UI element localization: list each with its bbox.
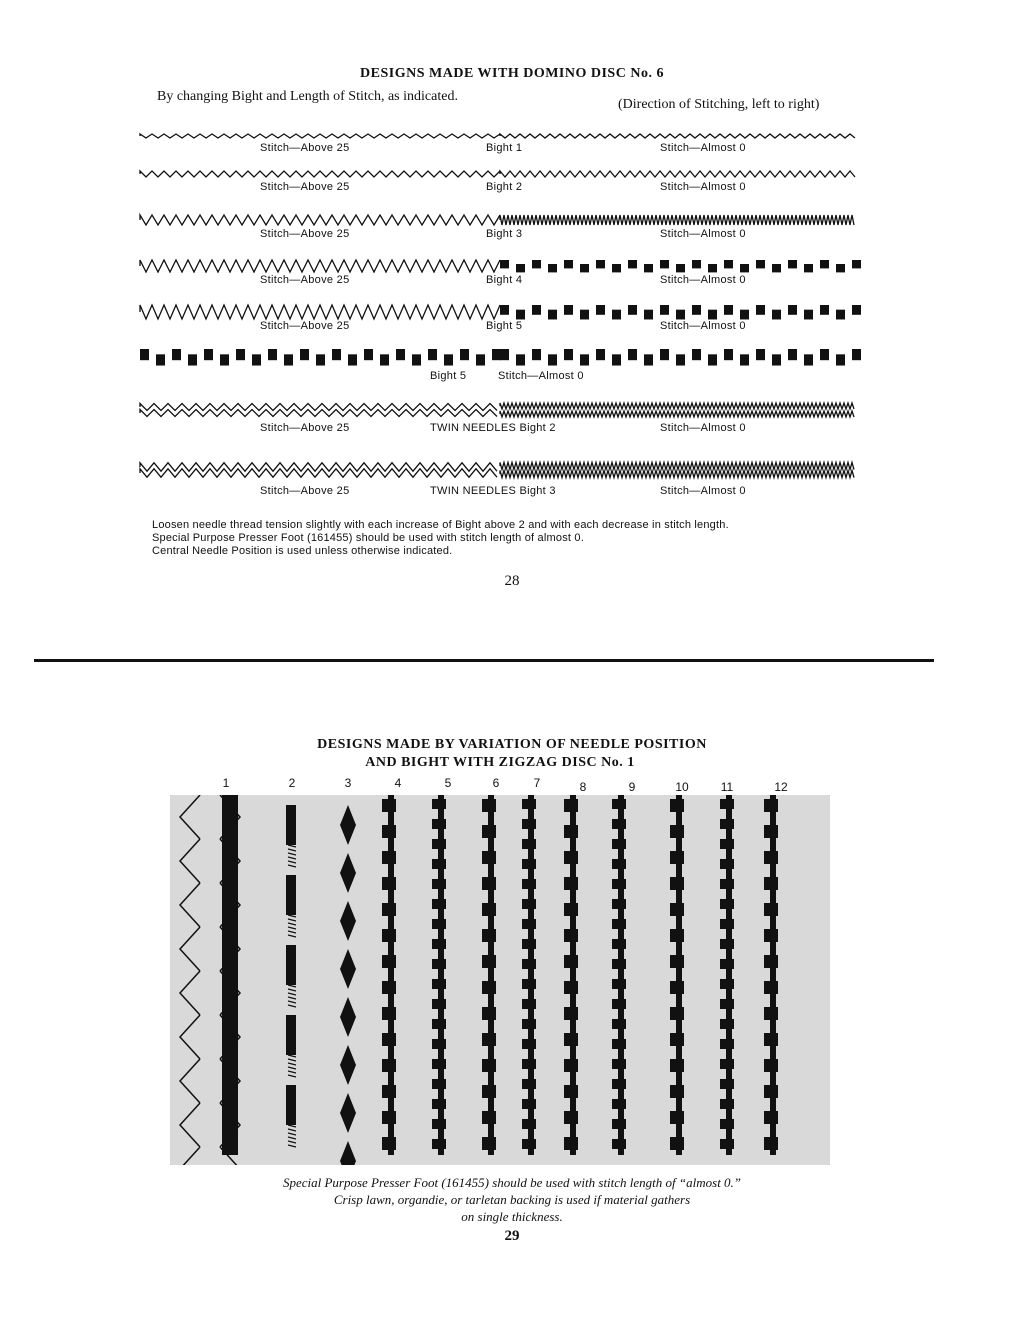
page-number-28: 28 (504, 573, 520, 589)
row-4-left-label: Stitch—Above 25 (260, 274, 350, 286)
page-divider (34, 659, 934, 662)
row-5-left-label: Stitch—Above 25 (260, 320, 350, 332)
row-4-right-label: Stitch—Almost 0 (660, 274, 746, 286)
bottom-title-line-2: AND BIGHT WITH ZIGZAG DISC No. 1 (365, 755, 635, 770)
top-subtitle-right: (Direction of Stitching, left to right) (618, 97, 820, 112)
design-number-7: 7 (533, 776, 541, 790)
design-number-9: 9 (628, 780, 636, 794)
row-5-right-label: Stitch—Almost 0 (660, 320, 746, 332)
design-number-4: 4 (394, 776, 402, 790)
stitch-row-8 (140, 450, 855, 490)
note-line-2: Special Purpose Presser Foot (161455) should be used with stitch length of almost 0. (152, 532, 584, 544)
row-3-right-label: Stitch—Almost 0 (660, 228, 746, 240)
row-7-left-label: Stitch—Above 25 (260, 422, 350, 434)
row-4-bight-label: Bight 4 (486, 274, 523, 286)
design-number-8: 8 (579, 780, 587, 794)
caption-line-3: on single thickness. (461, 1209, 563, 1224)
row-1-right-label: Stitch—Almost 0 (660, 142, 746, 154)
row-6-bight-label: Bight 5 (430, 370, 467, 382)
design-number-11: 11 (720, 780, 734, 794)
row-8-right-label: Stitch—Almost 0 (660, 485, 746, 497)
row-3-bight-label: Bight 3 (486, 228, 523, 240)
needle-position-swatch (170, 795, 830, 1165)
design-1-bar (222, 795, 238, 1155)
row-2-bight-label: Bight 2 (486, 181, 523, 193)
row-8-left-label: Stitch—Above 25 (260, 485, 350, 497)
row-7-right-label: Stitch—Almost 0 (660, 422, 746, 434)
row-1-left-label: Stitch—Above 25 (260, 142, 350, 154)
design-10-spine (676, 795, 682, 1155)
row-2-left-label: Stitch—Above 25 (260, 181, 350, 193)
row-1-bight-label: Bight 1 (486, 142, 523, 154)
note-line-3: Central Needle Position is used unless otherwise indicated. (152, 545, 453, 557)
design-12-spine (770, 795, 776, 1155)
design-8-spine (570, 795, 576, 1155)
design-number-1: 1 (222, 776, 230, 790)
note-line-1: Loosen needle thread tension slightly with each increase of Bight above 2 and with each decrease in stitch length. (152, 519, 729, 531)
top-subtitle-left: By changing Bight and Length of Stitch, as indicated. (157, 89, 458, 104)
caption-line-2: Crisp lawn, organdie, or tarletan backing is used if material gathers (333, 1192, 691, 1207)
top-page-title: DESIGNS MADE WITH DOMINO DISC No. 6 (360, 66, 664, 81)
row-5-bight-label: Bight 5 (486, 320, 523, 332)
row-7-bight-label: TWIN NEEDLES Bight 2 (430, 422, 556, 434)
design-number-10: 10 (675, 780, 689, 794)
design-number-5: 5 (444, 776, 452, 790)
row-6-right-label: Stitch—Almost 0 (498, 370, 584, 382)
caption-line-1: Special Purpose Presser Foot (161455) should be used with stitch length of “almost 0.” (282, 1175, 742, 1190)
page-number-29: 29 (504, 1228, 520, 1244)
design-4-spine (388, 795, 394, 1155)
design-6-spine (488, 795, 494, 1155)
design-number-6: 6 (492, 776, 500, 790)
design-number-3: 3 (344, 776, 352, 790)
row-2-right-label: Stitch—Almost 0 (660, 181, 746, 193)
row-8-bight-label: TWIN NEEDLES Bight 3 (430, 485, 556, 497)
design-number-2: 2 (288, 776, 296, 790)
design-number-12: 12 (774, 780, 788, 794)
bottom-title-line-1: DESIGNS MADE BY VARIATION OF NEEDLE POSITION (317, 737, 707, 752)
row-3-left-label: Stitch—Above 25 (260, 228, 350, 240)
